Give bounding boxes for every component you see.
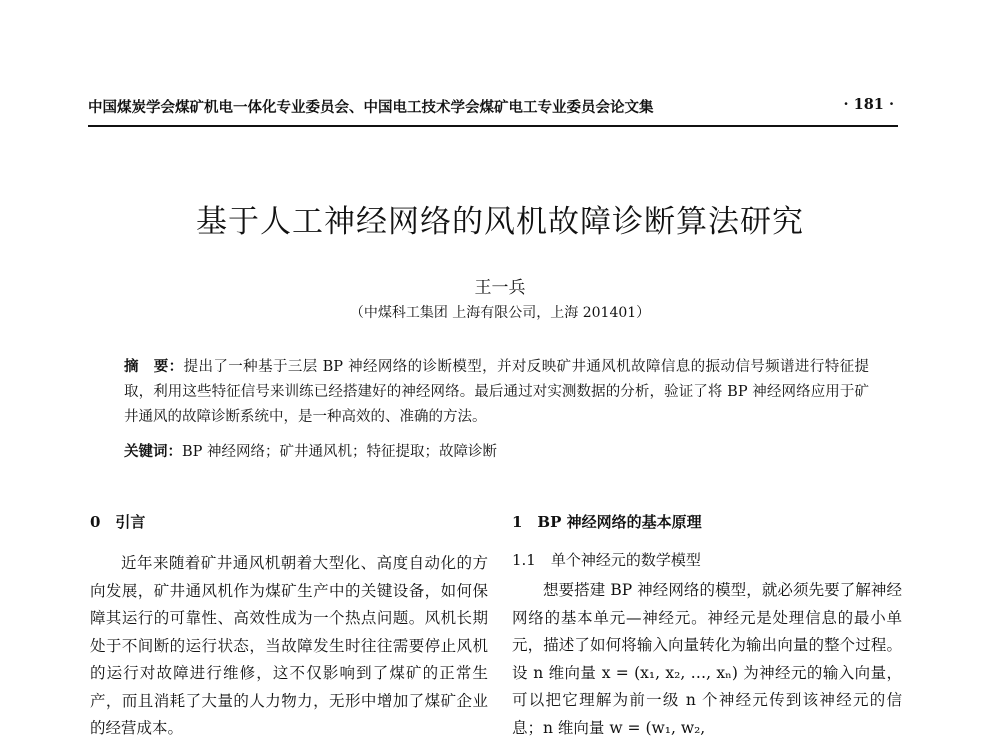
- paper-title: 基于人工神经网络的风机故障诊断算法研究: [196, 204, 804, 240]
- abstract-label: 摘 要：: [124, 358, 184, 375]
- subsection-heading: 1.1 单个神经元的数学模型: [512, 551, 701, 569]
- keywords: [124, 439, 869, 465]
- author-name: 王一兵: [474, 278, 526, 298]
- running-header: [88, 96, 898, 117]
- journal-name: 中国煤炭学会煤矿机电一体化专业委员会、中国电工技术学会煤矿电工专业委员会论文集: [88, 99, 654, 116]
- keywords-label: 关键词：: [124, 443, 182, 460]
- keywords-text: BP 神经网络；矿井通风机；特征提取；故障诊断: [182, 444, 498, 460]
- abstract: [124, 354, 869, 430]
- author-affiliation: （中煤科工集团 上海有限公司，上海 201401）: [349, 305, 651, 321]
- section-heading-bp: 1 BP 神经网络的基本原理: [512, 513, 702, 531]
- header-rule: [88, 125, 898, 127]
- page-number: · 181 ·: [843, 96, 894, 113]
- right-column: [512, 512, 902, 742]
- bp-paragraph: 想要搭建 BP 神经网络的模型，就必须先要了解神经网络的基本单元—神经元。神经元是处理信息的最小单元，描述了如何将输入向量转化为输出向量的整个过程。设 n 维向量 x = (x₁, x₂, …, xₙ) 为神经元的输入向量，可以把它理解为前一级 n 个神经元传到该神经元的信息；n 维向量 w = (w₁, w₂,: [512, 581, 902, 737]
- left-column: [90, 512, 488, 743]
- abstract-text: 提出了一种基于三层 BP 神经网络的诊断模型，并对反映矿井通风机故障信息的振动信号频谱进行特征提取，利用这些特征信号来训练已经搭建好的神经网络。最后通过对实测数据的分析，验证了将 BP 神经网络应用于矿井通风的故障诊断系统中，是一种高效的、准确的方法。: [124, 359, 869, 425]
- intro-paragraph: 近年来随着矿井通风机朝着大型化、高度自动化的方向发展，矿井通风机作为煤矿生产中的关键设备，如何保障其运行的可靠性、高效性成为一个热点问题。风机长期处于不间断的运行状态，当故障发生时往往需要停止风机的运行对故障进行维修，这不仅影响到了煤矿的正常生产，而且消耗了大量的人力物力，无形中增加了煤矿企业的经营成本。: [90, 554, 488, 737]
- section-heading-intro: 0 引言: [90, 513, 146, 531]
